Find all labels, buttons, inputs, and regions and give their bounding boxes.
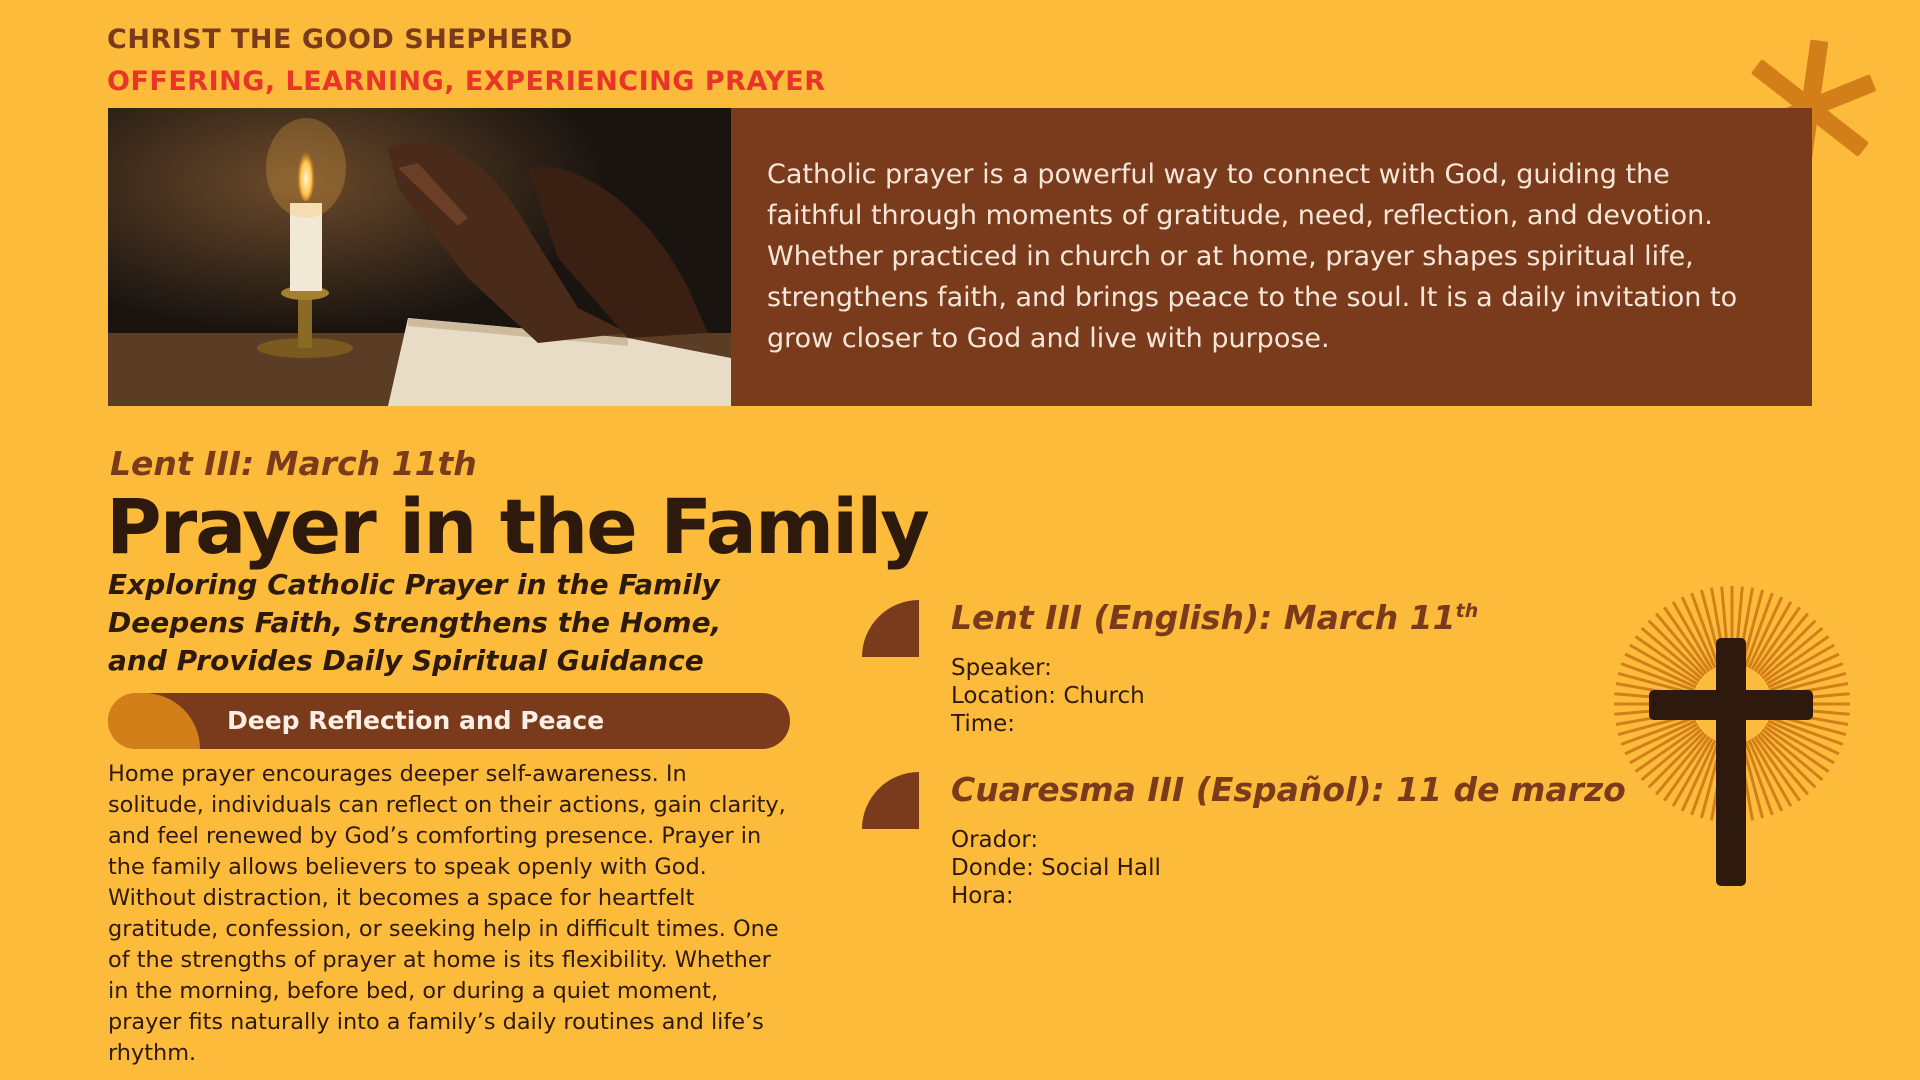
date-line: Lent III: March 11th [110, 444, 477, 483]
event-title-spanish: Cuaresma III (Español): 11 de marzo [951, 770, 1626, 809]
quarter-circle-icon [862, 600, 919, 657]
time-label: Time: [951, 711, 1016, 737]
event-details-english [951, 654, 1145, 738]
speaker-label: Orador: [951, 827, 1039, 853]
organization-name: CHRIST THE GOOD SHEPHERD [107, 24, 573, 55]
quarter-circle-icon [862, 772, 919, 829]
intro-text: Catholic prayer is a powerful way to connect with God, guiding the faithful through moments of gratitude, need, reflection, and devotion. Whether practiced in church or at home, prayer shapes spiritual life, strengthens faith, and brings peace to the soul. It is a daily invitation to grow closer to God and live with purpose. [767, 159, 1738, 354]
subtitle: Exploring Catholic Prayer in the Family Deepens Faith, Strengthens the Home, and Provides Daily Spiritual Guidance [108, 568, 722, 677]
intro-panel [731, 108, 1812, 406]
candle-praying-hands-photo [108, 108, 731, 406]
event-details-spanish [951, 826, 1161, 910]
speaker-label: Speaker: [951, 655, 1052, 681]
tagline: OFFERING, LEARNING, EXPERIENCING PRAYER [107, 66, 826, 97]
body-text: Home prayer encourages deeper self-awareness. In solitude, individuals can reflect on their actions, gain clarity, and feel renewed by God’s comforting presence. Prayer in the family allows believers to speak openly with God. Without distraction, it becomes a space for heartfelt gratitude, confession, or seeking help in difficult times. One of the strengths of prayer at home is its flexibility. Whether in the morning, before bed, or during a quiet moment, prayer fits naturally into a family’s daily routines and life’s rhythm. [108, 761, 786, 1066]
location-line: Location: Church [951, 683, 1145, 709]
intro-banner [108, 108, 1812, 406]
time-label: Hora: [951, 883, 1014, 909]
location-line: Donde: Social Hall [951, 855, 1161, 881]
section-pill [108, 693, 790, 749]
section-label: Deep Reflection and Peace [227, 706, 605, 735]
page-title: Prayer in the Family [106, 482, 928, 571]
pill-accent-shape [108, 693, 200, 749]
event-title-english: Lent III (English): March 11th [951, 598, 1479, 637]
cross-sunburst-icon [1612, 584, 1852, 889]
